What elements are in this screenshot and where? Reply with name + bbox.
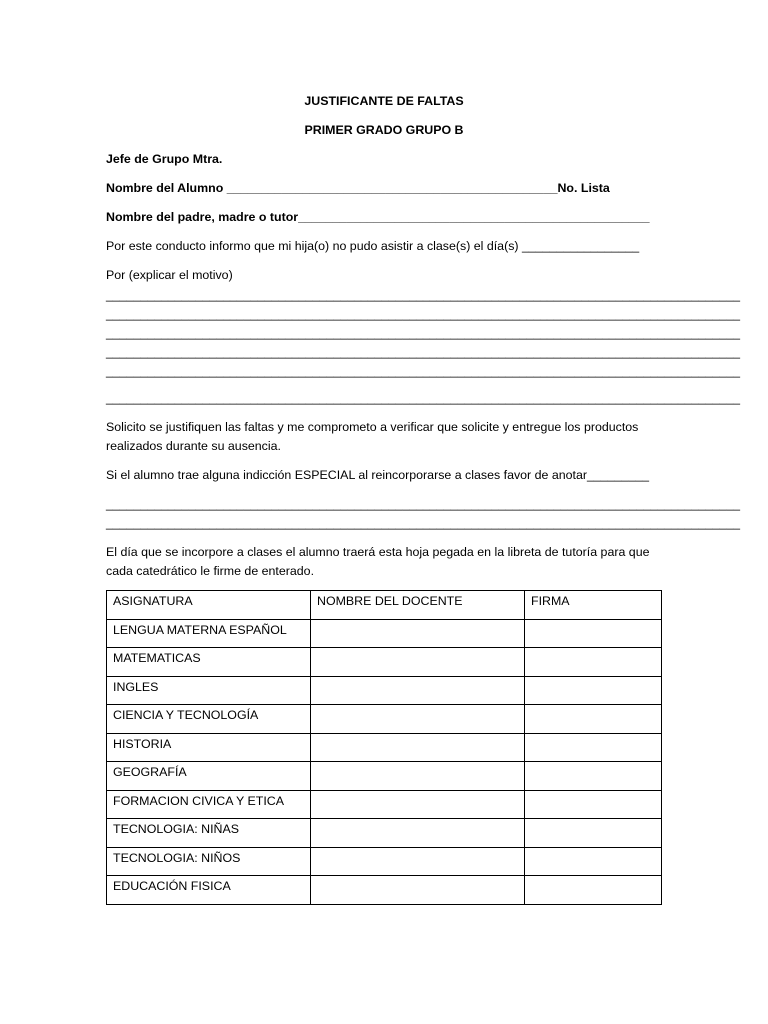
table-header-row xyxy=(107,591,662,620)
subject-cell: LENGUA MATERNA ESPAÑOL xyxy=(107,619,311,648)
table-row xyxy=(107,619,662,648)
table-row xyxy=(107,819,662,848)
firma-cell[interactable] xyxy=(525,876,662,905)
firma-cell[interactable] xyxy=(525,648,662,677)
docente-cell[interactable] xyxy=(311,876,525,905)
firma-cell[interactable] xyxy=(525,733,662,762)
paragraph-conducto: Por este conducto informo que mi hija(o) no pudo asistir a clase(s) el día(s) _________________ xyxy=(106,239,640,253)
header-firma: FIRMA xyxy=(525,591,662,620)
table-row xyxy=(107,762,662,791)
field-jefe-grupo: Jefe de Grupo Mtra. xyxy=(106,152,223,166)
blank-line: ____________________________________________________________________________________________ xyxy=(106,391,740,405)
table-row xyxy=(107,705,662,734)
firma-cell[interactable] xyxy=(525,762,662,791)
subject-cell: GEOGRAFÍA xyxy=(107,762,311,791)
paragraph-solicito: Solicito se justifiquen las faltas y me comprometo a verificar que solicite y entregue los productos realizados durante su ausencia. xyxy=(106,420,639,453)
subject-cell: INGLES xyxy=(107,676,311,705)
blank-line: ____________________________________________________________________________________________ xyxy=(106,288,740,302)
docente-cell[interactable] xyxy=(311,790,525,819)
document-title: JUSTIFICANTE DE FALTAS xyxy=(304,94,464,108)
field-nombre-alumno: Nombre del Alumno ________________________________________________No. Lista xyxy=(106,181,610,195)
subject-cell: TECNOLOGIA: NIÑOS xyxy=(107,847,311,876)
blank-line: ____________________________________________________________________________________________ xyxy=(106,364,740,378)
firma-cell[interactable] xyxy=(525,619,662,648)
firma-cell[interactable] xyxy=(525,819,662,848)
paragraph-incorpore: El día que se incorpore a clases el alumno traerá esta hoja pegada en la libreta de tutoría para que cada catedrático le firme de enterado. xyxy=(106,545,650,578)
blank-line: ____________________________________________________________________________________________ xyxy=(106,516,740,530)
docente-cell[interactable] xyxy=(311,733,525,762)
docente-cell[interactable] xyxy=(311,819,525,848)
docente-cell[interactable] xyxy=(311,762,525,791)
paragraph-especial: Si el alumno trae alguna indicción ESPECIAL al reincorporarse a clases favor de anotar_________ xyxy=(106,468,649,482)
docente-cell[interactable] xyxy=(311,619,525,648)
header-asignatura: ASIGNATURA xyxy=(107,591,311,620)
subject-cell: HISTORIA xyxy=(107,733,311,762)
field-nombre-tutor: Nombre del padre, madre o tutor___________________________________________________ xyxy=(106,210,650,224)
docente-cell[interactable] xyxy=(311,676,525,705)
table-row xyxy=(107,733,662,762)
docente-cell[interactable] xyxy=(311,648,525,677)
table-row xyxy=(107,648,662,677)
paragraph-motivo: Por (explicar el motivo) xyxy=(106,268,233,282)
blank-line: ____________________________________________________________________________________________ xyxy=(106,326,740,340)
header-nombre-docente: NOMBRE DEL DOCENTE xyxy=(311,591,525,620)
table-row xyxy=(107,676,662,705)
firma-cell[interactable] xyxy=(525,705,662,734)
firma-cell[interactable] xyxy=(525,847,662,876)
subjects-table xyxy=(106,590,662,905)
docente-cell[interactable] xyxy=(311,705,525,734)
table-row xyxy=(107,790,662,819)
subject-cell: MATEMATICAS xyxy=(107,648,311,677)
docente-cell[interactable] xyxy=(311,847,525,876)
blank-line: ____________________________________________________________________________________________ xyxy=(106,307,740,321)
blank-line: ____________________________________________________________________________________________ xyxy=(106,497,740,511)
blank-line: ____________________________________________________________________________________________ xyxy=(106,345,740,359)
table-row xyxy=(107,876,662,905)
document-subtitle: PRIMER GRADO GRUPO B xyxy=(304,123,464,137)
firma-cell[interactable] xyxy=(525,676,662,705)
subject-cell: EDUCACIÓN FISICA xyxy=(107,876,311,905)
firma-cell[interactable] xyxy=(525,790,662,819)
subject-cell: TECNOLOGIA: NIÑAS xyxy=(107,819,311,848)
table-row xyxy=(107,847,662,876)
subject-cell: CIENCIA Y TECNOLOGÍA xyxy=(107,705,311,734)
subject-cell: FORMACION CIVICA Y ETICA xyxy=(107,790,311,819)
